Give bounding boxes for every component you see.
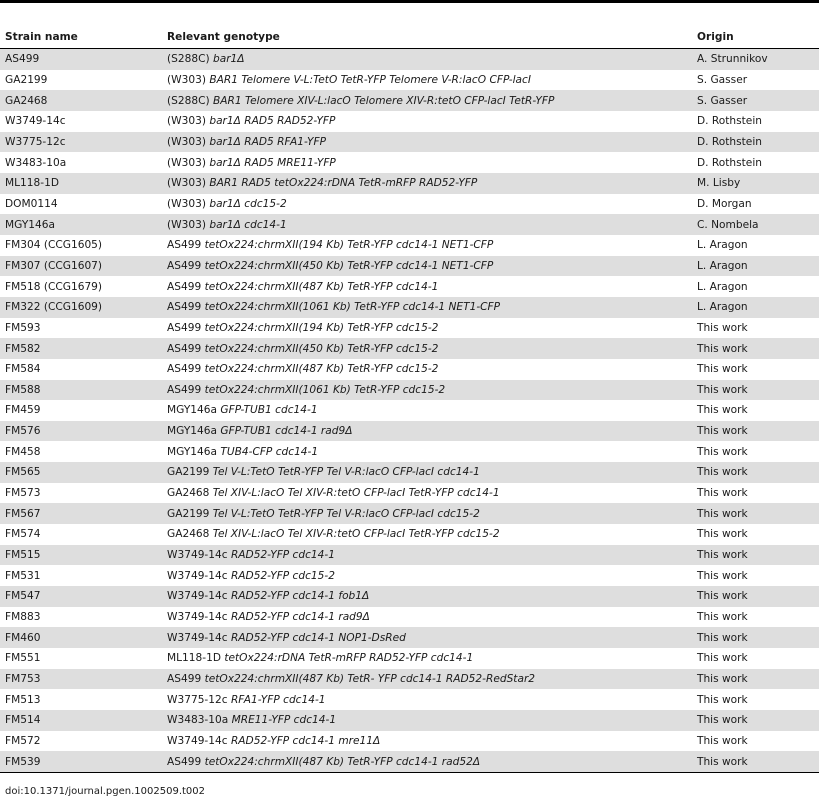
table-row — [0, 90, 819, 111]
background-strain: W3483-10a — [167, 714, 229, 727]
table-row — [0, 70, 819, 91]
genotype-text: Tel V-L:TetO TetR-YFP Tel V-R:lacO CFP-lacI cdc15-2 — [212, 507, 480, 520]
genotype-cell — [162, 90, 692, 111]
background-strain: GA2199 — [167, 507, 210, 520]
origin-cell: This work — [692, 503, 819, 524]
background-strain: AS499 — [167, 363, 202, 376]
genotype-text: tetOx224:chrmXII(1061 Kb) TetR-YFP cdc15-2 — [204, 383, 446, 396]
strain-name-cell: DOM0114 — [0, 194, 162, 215]
genotype-text: Tel XIV-L:lacO Tel XIV-R:tetO CFP-lacI TetR-YFP cdc14-1 — [212, 487, 500, 500]
strain-name-cell: FM582 — [0, 338, 162, 359]
strain-name-cell: FM572 — [0, 731, 162, 752]
strain-name-cell: AS499 — [0, 49, 162, 70]
table-row — [0, 421, 819, 442]
genotype-cell — [162, 731, 692, 752]
background-strain: AS499 — [167, 280, 202, 293]
strain-name-cell: ML118-1D — [0, 173, 162, 194]
genotype-text: RFA1-YFP cdc14-1 — [230, 693, 326, 706]
background-strain: (W303) — [167, 73, 206, 86]
origin-cell: This work — [692, 607, 819, 628]
background-strain: W3775-12c — [167, 693, 228, 706]
strain-name-cell: W3749-14c — [0, 111, 162, 132]
origin-cell: This work — [692, 380, 819, 401]
genotype-text: bar1Δ RAD5 RFA1-YFP — [209, 135, 326, 148]
origin-cell: A. Strunnikov — [692, 49, 819, 70]
table-row — [0, 669, 819, 690]
genotype-cell — [162, 70, 692, 91]
strain-name-cell: FM593 — [0, 318, 162, 339]
table-row — [0, 49, 819, 70]
genotype-cell — [162, 297, 692, 318]
origin-cell: S. Gasser — [692, 70, 819, 91]
genotype-text: bar1Δ cdc14-1 — [209, 218, 287, 231]
origin-cell: This work — [692, 338, 819, 359]
origin-cell: This work — [692, 441, 819, 462]
background-strain: GA2468 — [167, 487, 210, 500]
genotype-cell — [162, 586, 692, 607]
strain-name-cell: FM307 (CCG1607) — [0, 256, 162, 277]
strain-name-cell: FM883 — [0, 607, 162, 628]
header-row — [0, 26, 819, 49]
genotype-text: RAD52-YFP cdc14-1 rad9Δ — [230, 611, 370, 624]
genotype-cell — [162, 524, 692, 545]
origin-cell: This work — [692, 462, 819, 483]
background-strain: AS499 — [167, 342, 202, 355]
background-strain: W3749-14c — [167, 549, 228, 562]
genotype-cell — [162, 689, 692, 710]
strain-name-cell: FM539 — [0, 751, 162, 772]
origin-cell: M. Lisby — [692, 173, 819, 194]
genotype-cell — [162, 441, 692, 462]
genotype-text: tetOx224:chrmXII(487 Kb) TetR-YFP cdc14-1 — [204, 280, 439, 293]
genotype-cell — [162, 214, 692, 235]
table-row — [0, 132, 819, 153]
table-row — [0, 359, 819, 380]
genotype-cell — [162, 462, 692, 483]
origin-cell: This work — [692, 524, 819, 545]
genotype-text: tetOx224:chrmXII(487 Kb) TetR-YFP cdc14-1 rad52Δ — [204, 755, 481, 768]
genotype-text: Tel XIV-L:lacO Tel XIV-R:tetO CFP-lacI TetR-YFP cdc15-2 — [212, 528, 500, 541]
origin-cell: This work — [692, 689, 819, 710]
genotype-text: TUB4-CFP cdc14-1 — [220, 445, 319, 458]
genotype-text: RAD52-YFP cdc14-1 — [230, 549, 335, 562]
strain-name-cell: FM565 — [0, 462, 162, 483]
background-strain: (W303) — [167, 156, 206, 169]
strain-name-cell: FM531 — [0, 565, 162, 586]
table-row — [0, 152, 819, 173]
background-strain: (S288C) — [167, 53, 210, 66]
doi-caption: doi:10.1371/journal.pgen.1002509.t002 — [5, 786, 206, 797]
genotype-cell — [162, 607, 692, 628]
table-row — [0, 751, 819, 772]
table-row — [0, 524, 819, 545]
background-strain: GA2199 — [167, 466, 210, 479]
genotype-cell — [162, 751, 692, 772]
genotype-text: tetOx224:chrmXII(487 Kb) TetR- YFP cdc14-1 RAD52-RedStar2 — [204, 673, 536, 686]
genotype-cell — [162, 132, 692, 153]
origin-cell: This work — [692, 545, 819, 566]
strain-name-cell: FM460 — [0, 627, 162, 648]
strain-name-cell: FM574 — [0, 524, 162, 545]
top-rule — [0, 0, 819, 3]
table-row — [0, 256, 819, 277]
strain-name-cell: GA2468 — [0, 90, 162, 111]
strain-name-cell: FM547 — [0, 586, 162, 607]
strain-name-cell: FM551 — [0, 648, 162, 669]
strain-name-cell: FM459 — [0, 400, 162, 421]
origin-cell: This work — [692, 731, 819, 752]
genotype-cell — [162, 669, 692, 690]
genotype-cell — [162, 400, 692, 421]
genotype-text: BAR1 Telomere XIV-L:lacO Telomere XIV-R:tetO CFP-lacI TetR-YFP — [212, 94, 555, 107]
table-row — [0, 441, 819, 462]
genotype-text: GFP-TUB1 cdc14-1 rad9Δ — [220, 425, 353, 438]
background-strain: (W303) — [167, 177, 206, 190]
background-strain: (W303) — [167, 115, 206, 128]
genotype-text: tetOx224:chrmXII(450 Kb) TetR-YFP cdc14-1 NET1-CFP — [204, 259, 494, 272]
table-row — [0, 235, 819, 256]
background-strain: MGY146a — [167, 445, 218, 458]
origin-cell: L. Aragon — [692, 256, 819, 277]
strain-name-cell: FM515 — [0, 545, 162, 566]
origin-cell: This work — [692, 483, 819, 504]
strain-name-cell: W3483-10a — [0, 152, 162, 173]
origin-cell: This work — [692, 565, 819, 586]
origin-cell: D. Rothstein — [692, 132, 819, 153]
header-strain-name: Strain name — [0, 26, 162, 49]
origin-cell: This work — [692, 669, 819, 690]
genotype-cell — [162, 545, 692, 566]
background-strain: ML118-1D — [167, 652, 221, 665]
strain-name-cell: MGY146a — [0, 214, 162, 235]
origin-cell: D. Rothstein — [692, 152, 819, 173]
genotype-cell — [162, 565, 692, 586]
genotype-cell — [162, 380, 692, 401]
genotype-cell — [162, 483, 692, 504]
genotype-text: tetOx224:chrmXII(1061 Kb) TetR-YFP cdc14-1 NET1-CFP — [204, 301, 501, 314]
genotype-cell — [162, 710, 692, 731]
strain-name-cell: FM514 — [0, 710, 162, 731]
table-row — [0, 627, 819, 648]
genotype-text: tetOx224:chrmXII(194 Kb) TetR-YFP cdc15-2 — [204, 321, 439, 334]
origin-cell: This work — [692, 648, 819, 669]
background-strain: AS499 — [167, 673, 202, 686]
table-row — [0, 400, 819, 421]
genotype-cell — [162, 648, 692, 669]
strain-name-cell: FM513 — [0, 689, 162, 710]
background-strain: AS499 — [167, 301, 202, 314]
table-row — [0, 111, 819, 132]
table-row — [0, 380, 819, 401]
genotype-cell — [162, 194, 692, 215]
genotype-text: tetOx224:chrmXII(194 Kb) TetR-YFP cdc14-1 NET1-CFP — [204, 239, 494, 252]
genotype-text: bar1Δ cdc15-2 — [209, 197, 287, 210]
origin-cell: D. Rothstein — [692, 111, 819, 132]
background-strain: GA2468 — [167, 528, 210, 541]
genotype-cell — [162, 256, 692, 277]
genotype-text: tetOx224:chrmXII(450 Kb) TetR-YFP cdc15-2 — [204, 342, 439, 355]
genotype-cell — [162, 111, 692, 132]
background-strain: (W303) — [167, 218, 206, 231]
origin-cell: D. Morgan — [692, 194, 819, 215]
genotype-text: bar1Δ RAD5 RAD52-YFP — [209, 115, 336, 128]
background-strain: W3749-14c — [167, 590, 228, 603]
table-row — [0, 731, 819, 752]
strain-name-cell: FM304 (CCG1605) — [0, 235, 162, 256]
background-strain: AS499 — [167, 259, 202, 272]
strain-name-cell: FM588 — [0, 380, 162, 401]
strain-name-cell: FM458 — [0, 441, 162, 462]
genotype-text: BAR1 Telomere V-L:TetO TetR-YFP Telomere V-R:lacO CFP-lacI — [209, 73, 531, 86]
strain-name-cell: FM567 — [0, 503, 162, 524]
origin-cell: S. Gasser — [692, 90, 819, 111]
genotype-cell — [162, 421, 692, 442]
strain-name-cell: FM322 (CCG1609) — [0, 297, 162, 318]
table-row — [0, 586, 819, 607]
header-relevant-genotype: Relevant genotype — [162, 26, 692, 49]
genotype-cell — [162, 503, 692, 524]
table-row — [0, 338, 819, 359]
table-row — [0, 194, 819, 215]
strain-name-cell: FM584 — [0, 359, 162, 380]
origin-cell: This work — [692, 627, 819, 648]
origin-cell: This work — [692, 710, 819, 731]
genotype-text: tetOx224:chrmXII(487 Kb) TetR-YFP cdc15-2 — [204, 363, 439, 376]
background-strain: W3749-14c — [167, 734, 228, 747]
background-strain: (W303) — [167, 197, 206, 210]
background-strain: AS499 — [167, 239, 202, 252]
table-row — [0, 503, 819, 524]
background-strain: (S288C) — [167, 94, 210, 107]
table-row — [0, 710, 819, 731]
table-row — [0, 545, 819, 566]
origin-cell: L. Aragon — [692, 276, 819, 297]
background-strain: AS499 — [167, 383, 202, 396]
table-row — [0, 483, 819, 504]
strain-name-cell: FM576 — [0, 421, 162, 442]
strain-name-cell: FM573 — [0, 483, 162, 504]
genotype-cell — [162, 152, 692, 173]
background-strain: W3749-14c — [167, 569, 228, 582]
table-body — [0, 49, 819, 773]
genotype-cell — [162, 235, 692, 256]
origin-cell: C. Nombela — [692, 214, 819, 235]
table-row — [0, 689, 819, 710]
strain-table — [0, 26, 819, 773]
genotype-text: tetOx224:rDNA TetR-mRFP RAD52-YFP cdc14-1 — [224, 652, 474, 665]
table-row — [0, 565, 819, 586]
genotype-text: GFP-TUB1 cdc14-1 — [220, 404, 318, 417]
background-strain: W3749-14c — [167, 631, 228, 644]
header-origin: Origin — [692, 26, 819, 49]
origin-cell: This work — [692, 359, 819, 380]
table-row — [0, 173, 819, 194]
strain-name-cell: GA2199 — [0, 70, 162, 91]
table-row — [0, 214, 819, 235]
genotype-cell — [162, 318, 692, 339]
genotype-cell — [162, 49, 692, 70]
genotype-text: RAD52-YFP cdc15-2 — [230, 569, 335, 582]
background-strain: AS499 — [167, 321, 202, 334]
origin-cell: This work — [692, 318, 819, 339]
genotype-cell — [162, 627, 692, 648]
background-strain: W3749-14c — [167, 611, 228, 624]
table-row — [0, 276, 819, 297]
table-row — [0, 462, 819, 483]
origin-cell: This work — [692, 586, 819, 607]
background-strain: (W303) — [167, 135, 206, 148]
genotype-cell — [162, 359, 692, 380]
genotype-cell — [162, 276, 692, 297]
origin-cell: This work — [692, 400, 819, 421]
origin-cell: This work — [692, 421, 819, 442]
strain-name-cell: FM518 (CCG1679) — [0, 276, 162, 297]
genotype-text: Tel V-L:TetO TetR-YFP Tel V-R:lacO CFP-lacI cdc14-1 — [212, 466, 480, 479]
table-row — [0, 648, 819, 669]
background-strain: AS499 — [167, 755, 202, 768]
genotype-cell — [162, 338, 692, 359]
table-row — [0, 297, 819, 318]
strain-name-cell: FM753 — [0, 669, 162, 690]
genotype-text: MRE11-YFP cdc14-1 — [231, 714, 337, 727]
origin-cell: L. Aragon — [692, 235, 819, 256]
background-strain: MGY146a — [167, 404, 218, 417]
background-strain: MGY146a — [167, 425, 218, 438]
genotype-text: RAD52-YFP cdc14-1 fob1Δ — [230, 590, 370, 603]
table-row — [0, 318, 819, 339]
strain-name-cell: W3775-12c — [0, 132, 162, 153]
origin-cell: This work — [692, 751, 819, 772]
genotype-text: bar1Δ RAD5 MRE11-YFP — [209, 156, 336, 169]
origin-cell: L. Aragon — [692, 297, 819, 318]
genotype-cell — [162, 173, 692, 194]
genotype-text: RAD52-YFP cdc14-1 mre11Δ — [230, 734, 381, 747]
genotype-text: BAR1 RAD5 tetOx224:rDNA TetR-mRFP RAD52-YFP — [209, 177, 478, 190]
table-row — [0, 607, 819, 628]
genotype-text: bar1Δ — [212, 53, 245, 66]
genotype-text: RAD52-YFP cdc14-1 NOP1-DsRed — [230, 631, 406, 644]
